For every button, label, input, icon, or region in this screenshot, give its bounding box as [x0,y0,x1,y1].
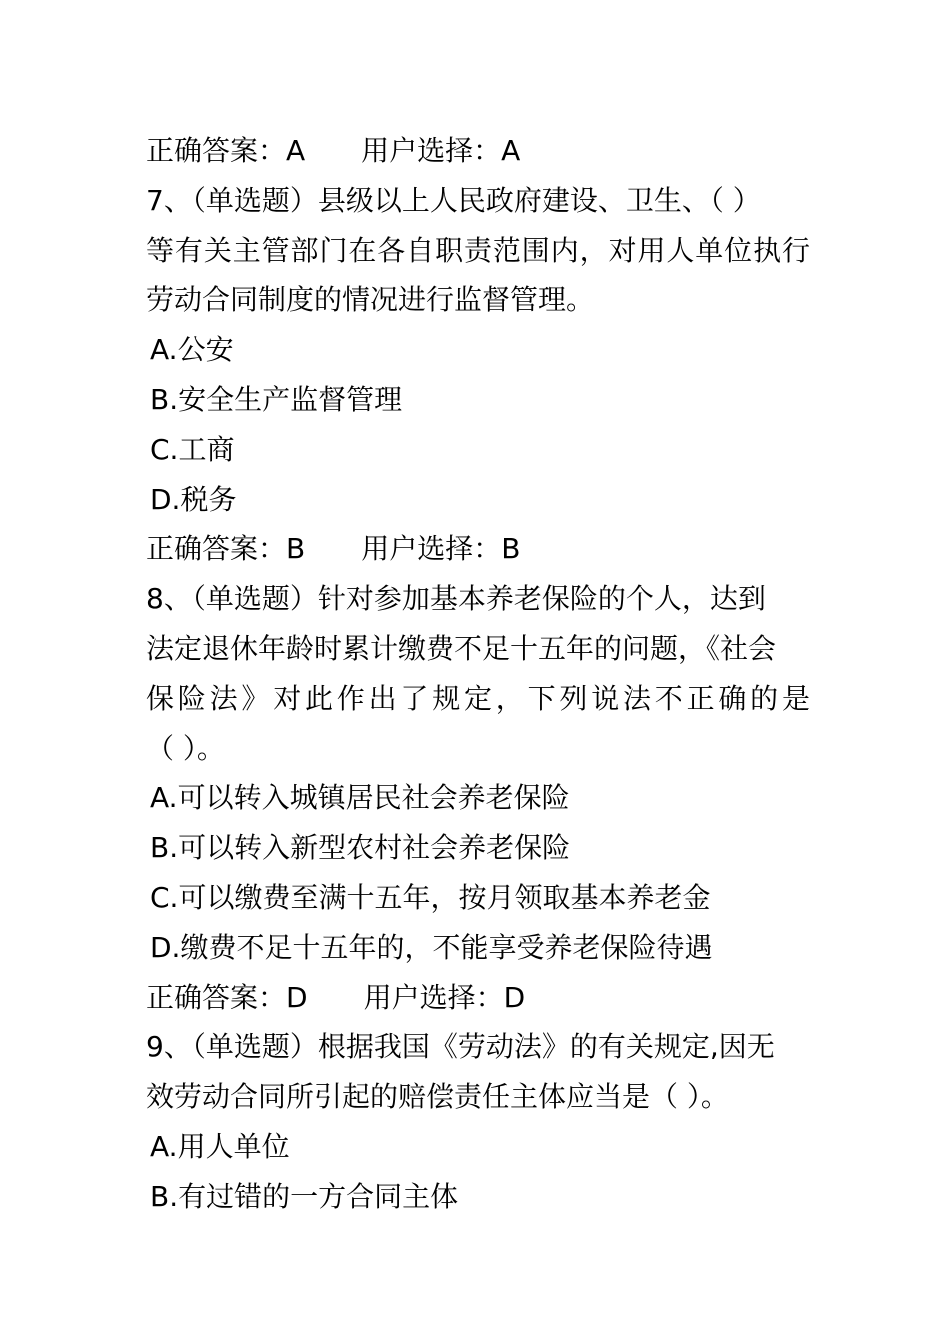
question-8 [146,574,810,1022]
correct-answer: 正确答案：A [146,134,306,167]
option-d: D.税务 [150,482,237,516]
user-choice: 用户选择：B [361,532,521,566]
document-page [146,126,810,1222]
question-9 [146,1022,810,1221]
answer-row [146,126,810,176]
answer-row [146,973,810,1023]
question-text-line: 9、（单选题）根据我国《劳动法》的有关规定,因无 [146,1030,775,1064]
user-choice: 用户选择：D [363,980,526,1014]
user-choice: 用户选择：A [361,134,521,167]
answer-row [146,524,810,574]
option-b: B.可以转入新型农村社会养老保险 [150,831,571,865]
option-c: C.工商 [150,432,235,466]
question-text-line: 等有关主管部门在各自职责范围内，对用人单位执行 [146,233,810,267]
option-a: A.用人单位 [150,1129,290,1163]
question-text-line: 法定退休年龄时累计缴费不足十五年的问题，《社会 [146,631,777,665]
question-text-line: 保险法》对此作出了规定，下列说法不正确的是 [146,681,810,715]
option-c: C.可以缴费至满十五年，按月领取基本养老金 [150,880,711,914]
question-text-line: 劳动合同制度的情况进行监督管理。 [146,283,595,317]
option-b: B.安全生产监督管理 [150,382,403,416]
option-d: D.缴费不足十五年的，不能享受养老保险待遇 [150,930,713,964]
option-a: A.公安 [150,333,234,367]
question-text-line: 7、（单选题）县级以上人民政府建设、卫生、（ ） [146,183,761,217]
correct-answer: 正确答案：D [146,980,308,1014]
question-text-line: （ ）。 [146,731,225,765]
question-text-line: 效劳动合同所引起的赔偿责任主体应当是（ ）。 [146,1080,729,1114]
question-text-line: 8、（单选题）针对参加基本养老保险的个人，达到 [146,582,766,616]
question-7 [146,176,810,574]
correct-answer: 正确答案：B [146,532,306,566]
option-b: B.有过错的一方合同主体 [150,1179,459,1213]
option-a: A.可以转入城镇居民社会养老保险 [150,781,570,815]
